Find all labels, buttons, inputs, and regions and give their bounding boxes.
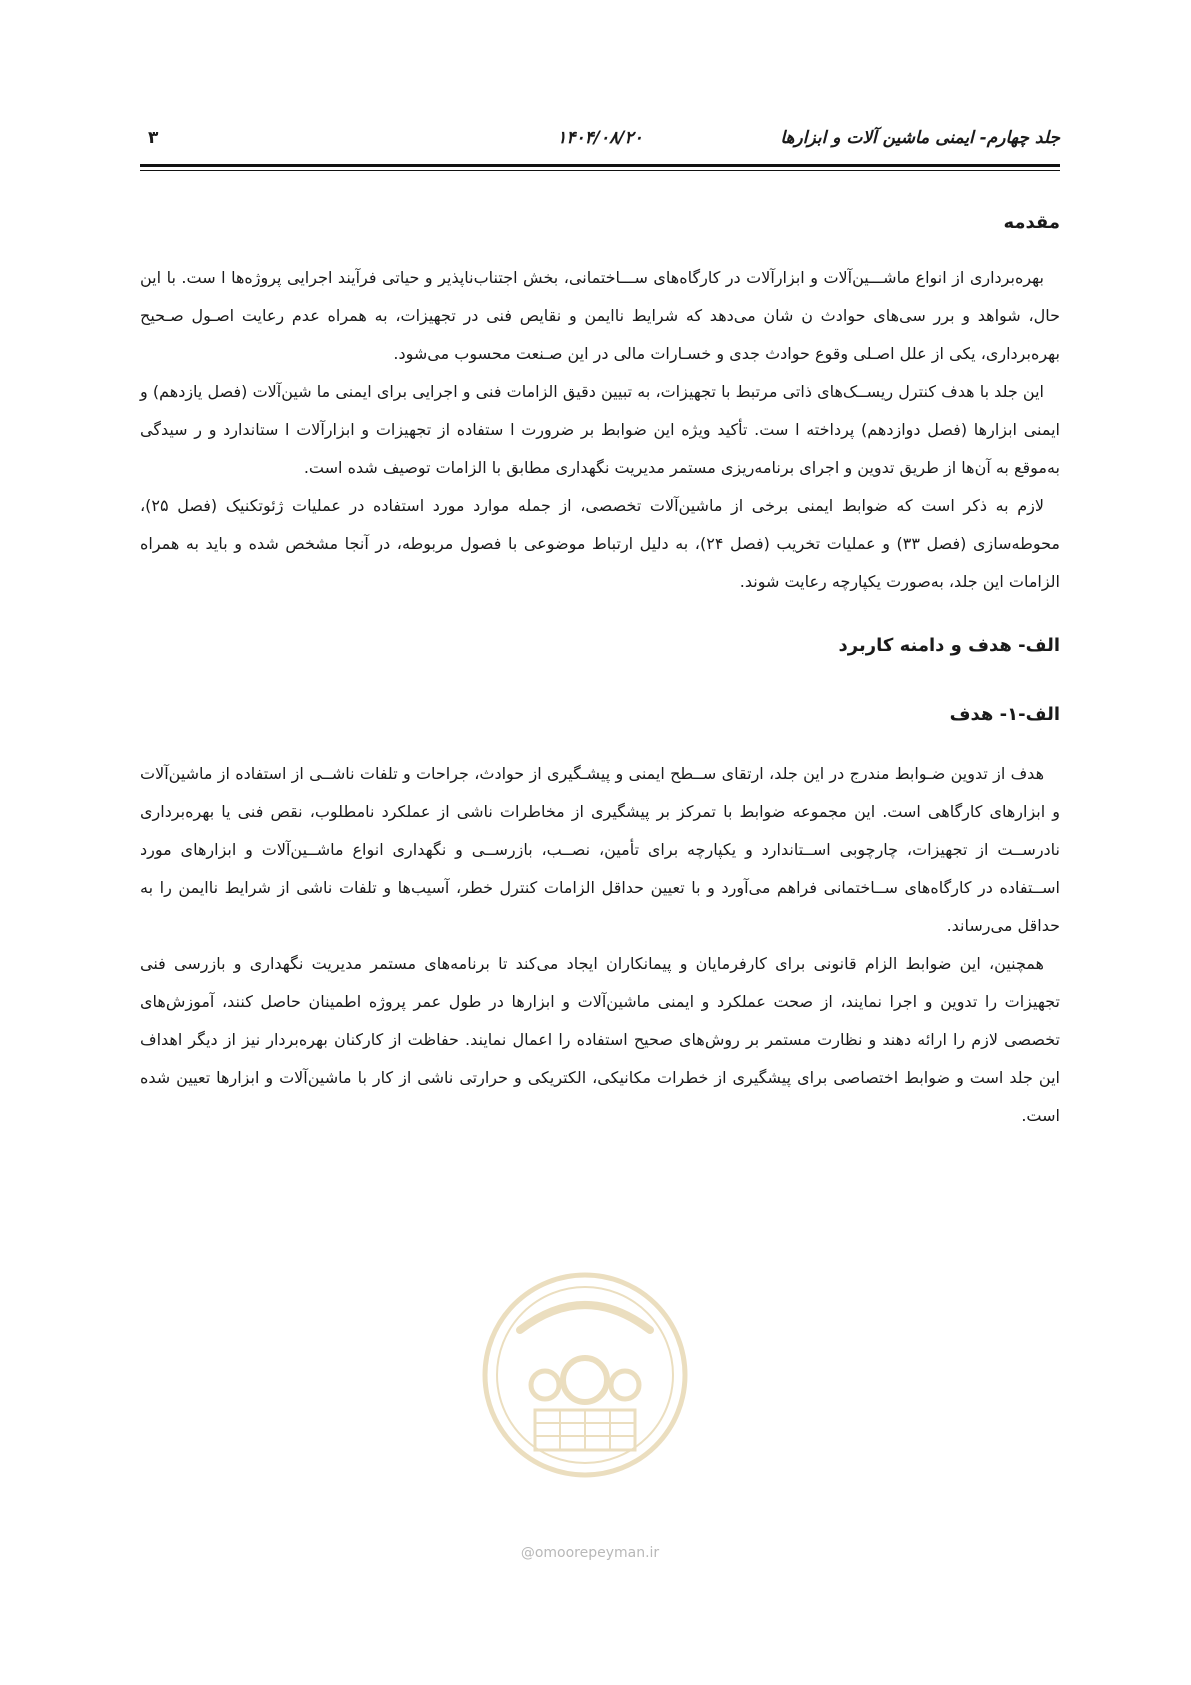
header-page-number: ۳ bbox=[148, 128, 159, 148]
section-heading: الف- هدف و دامنه کاربرد bbox=[838, 635, 1060, 656]
header-title: جلد چهارم- ایمنی ماشین آلات و ابزارها bbox=[780, 128, 1060, 148]
page-header bbox=[140, 128, 1060, 152]
subsection-heading: الف-۱- هدف bbox=[949, 704, 1060, 725]
goal-paragraph: هدف از تدوین ضـوابط مندرج در این جلد، ارتقای ســطح ایمنی و پیشـگیری از حوادث، جراحات و تلفات ناشــی از استفاده از ماشین‌آلات و ابزارهای کارگاهی است. این مجموعه ضوابط با تمرکز بر پیشگیری از مخاطرات ناشی از عملکرد نامطلوب، نقص فنی یا بهره‌برداری نادرســت از تجهیزات، چارچوبی اســتاندارد و یکپارچه برای تأمین، نصــب، بازرســی و نگهداری انواع ماشــین‌آلات و ابزارهای مورد اســتفاده در کارگاه‌های ســاختمانی فراهم می‌آورد و با تعیین حداقل الزامات کنترل خطر، آسیب‌ها و تلفات ناشی از شرایط ناایمن را به حداقل می‌رساند. bbox=[140, 764, 1060, 935]
watermark-seal-icon bbox=[475, 1260, 695, 1490]
header-rule-thick bbox=[140, 164, 1060, 167]
intro-paragraph: بهره‌برداری از انواع ماشـــین‌آلات و ابزارآلات در کارگاه‌های ســـاختمانی، بخش اجتناب‌ناپذیر و حیاتی فرآیند اجرایی پروژه‌ها ا ست. با این حال، شواهد و برر سی‌های حوادث ن شان می‌دهد که شرایط ناایمن و نقایص فنی در تجهیزات، به همراه عدم رعایت اصـول صـحیح بهره‌برداری، یکی از علل اصـلی وقوع حوادث جدی و خسـارات مالی در این صـنعت محسوب می‌شود. bbox=[140, 268, 1060, 363]
intro-paragraph: این جلد با هدف کنترل ریســک‌های ذاتی مرتبط با تجهیزات، به تبیین دقیق الزامات فنی و اجرایی برای ایمنی ما شین‌آلات (فصل یازدهم) و ایمنی ابزارها (فصل دوازدهم) پرداخته ا ست. تأکید ویژه این ضوابط بر ضرورت ا ستفاده از تجهیزات و ابزارآلات ا ستاندارد و ر سیدگی به‌موقع به آن‌ها از طریق تدوین و اجرای برنامه‌ریزی مستمر مدیریت نگهداری مطابق با الزامات توصیف شده است. bbox=[140, 382, 1060, 477]
header-rule-thin bbox=[140, 170, 1060, 171]
header-date: ۱۴۰۴/۰۸/۲۰ bbox=[557, 128, 643, 148]
document-body bbox=[140, 212, 1060, 1135]
intro-heading: مقدمه bbox=[1003, 212, 1060, 233]
goal-paragraph: همچنین، این ضوابط الزام قانونی برای کارفرمایان و پیمانکاران ایجاد می‌کند تا برنامه‌های مستمر مدیریت نگهداری و بازرسی فنی تجهیزات را تدوین و اجرا نمایند، از صحت عملکرد و ایمنی ماشین‌آلات و ابزارها در طول عمر پروژه اطمینان حاصل کنند، آموزش‌های تخصصی لازم را ارائه دهند و نظارت مستمر بر روش‌های صحیح استفاده را اعمال نمایند. حفاظت از کارکنان بهره‌بردار نیز از دیگر اهداف این جلد است و ضوابط اختصاصی برای پیشگیری از خطرات مکانیکی، الکتریکی و حرارتی ناشی از کار با ماشین‌آلات و ابزارها تعیین شده است. bbox=[140, 954, 1060, 1125]
watermark-url: @omoorepeyman.ir bbox=[520, 1545, 660, 1561]
intro-paragraph: لازم به ذکر است که ضوابط ایمنی برخی از ماشین‌آلات تخصصی، از جمله موارد مورد استفاده در عملیات ژئوتکنیک (فصل ۲۵)، محوطه‌سازی (فصل ۳۳) و عملیات تخریب (فصل ۲۴)، به دلیل ارتباط موضوعی با فصول مربوطه، در آنجا مشخص شده و باید به همراه الزامات این جلد، به‌صورت یکپارچه رعایت شوند. bbox=[140, 496, 1060, 591]
